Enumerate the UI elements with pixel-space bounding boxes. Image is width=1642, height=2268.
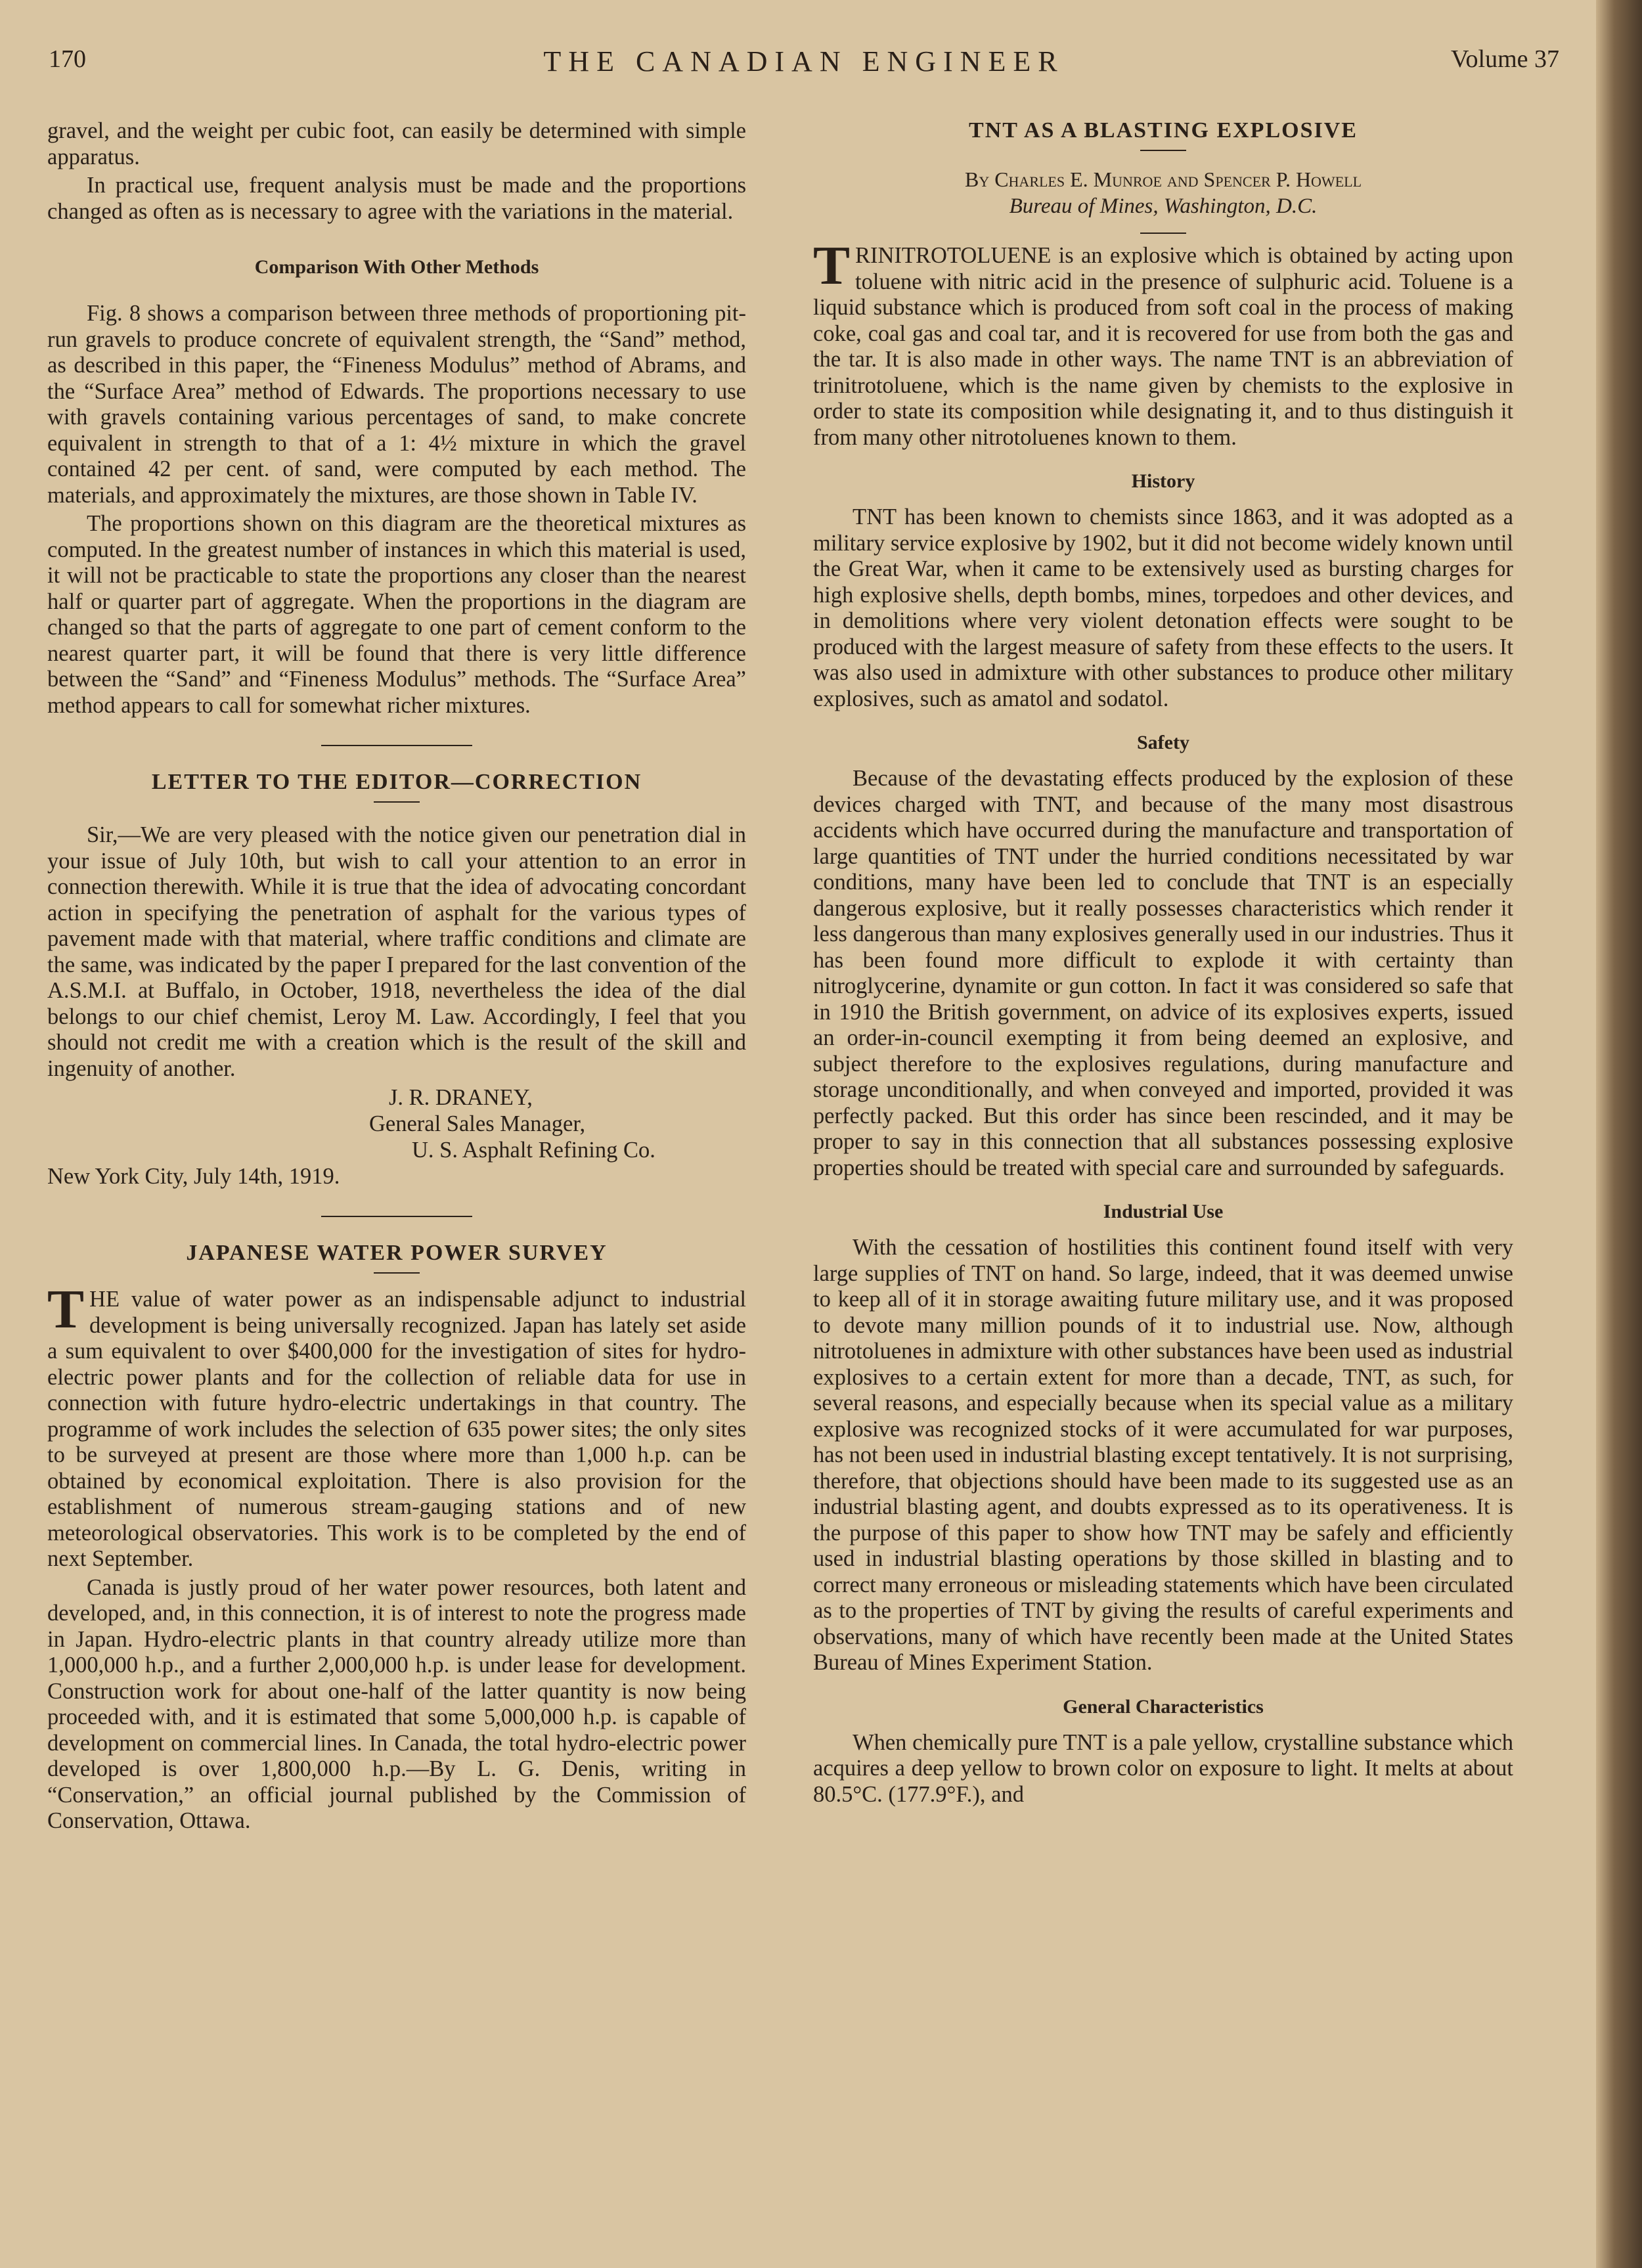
title-rule bbox=[374, 1272, 420, 1274]
page-edge-shadow bbox=[1596, 0, 1642, 2268]
intro-paragraph: RINITROTOLUENE is an explosive which is obtained by acting upon toluene with nitric acid in the presence of sulphuric acid. Toluene is a liquid substance which is produced from soft coal in the process of making coke, coal gas and coal tar, and it is recovered for use from both the gas and the tar. It is also made in other ways. The name TNT is an abbreviation of trinitrotoluene, which is the name given by chemists to the explosive in order to state its composition while designating it, and to thus distinguish it from many other nitrotoluenes known to them. bbox=[813, 243, 1513, 450]
comparison-paragraph-1: Fig. 8 shows a comparison between three methods of proportioning pit-run gravels to produce concrete of equivalent strength, the “Sand” method, as described in this paper, the “Fineness Modulus” method of Abrams, and the “Surface Area” method of Edwards. The proportions necessary to use with gravels containing various percentages of sand, to make concrete equivalent in strength to that of a 1: 4½ mixture in which the gravel contained 42 per cent. of sand, were computed by each method. The materials, and approximately the mixtures, are those shown in Table IV. bbox=[47, 301, 746, 508]
japan-title: JAPANESE WATER POWER SURVEY bbox=[186, 1241, 608, 1265]
japan-paragraph-1: HE value of water power as an indispensable adjunct to industrial development is being universally recognized. Japan has lately set aside a sum equivalent to over $400,000 for the investigation of sites for hydro-electric power plants and for the collection of reliable data for use in connection with future hydro-electric undertakings in that country. The programme of work includes the selection of 635 power sites; the only sites to be surveyed at present are those where more than 1,000 h.p. can be obtained by economical exploitation. There is also provision for the establishment of numerous stream-gauging stations and of new meteorological observatories. This work is to be completed by the end of next September. bbox=[47, 1287, 746, 1571]
japan-paragraph-2: Canada is justly proud of her water power resources, both latent and developed, and, in this connection, it is of interest to note the progress made in Japan. Hydro-electric plants in that country already utilize more than 1,000,000 h.p., and a further 2,000,000 h.p. is under lease for development. Construction work for about one-half of the latter quantity is now being proceeded with, and it is estimated that some 5,000,000 h.p. is capable of development on commercial lines. In Canada, the total hydro-electric power developed is over 1,800,000 h.p.—By L. G. Denis, writing in “Conservation,” an official journal published by the Commission of Conservation, Ottawa. bbox=[47, 1574, 746, 1833]
article-title: TNT AS A BLASTING EXPLOSIVE bbox=[969, 118, 1358, 143]
safety-heading: Safety bbox=[1137, 732, 1189, 753]
industrial-paragraph: With the cessation of hostilities this continent found itself with very large supplies of TNT on hand. So large, indeed, that it was deemed unwise to keep all of it in storage awaiting future military use, and it was proposed to devote many million pounds of it to industrial use. Now, although nitrotoluenes in admixture with other substances have been used as industrial explosives to a certain extent for more than a decade, TNT, as such, for several reasons, and especially because when its special value as a military explosive was recognized stocks of it were accumulated for war purposes, has not been used in industrial blasting except tentatively. It is not surprising, therefore, that objections should have been made to its suggested use as an industrial blasting agent, and doubts expressed as to its operativeness. It is the purpose of this paper to show how TNT may be safely and efficiently used in industrial blasting operations by those skilled in blasting and to correct many erroneous or misleading statements which have been circulated as to the properties of TNT by giving the results of careful experiments and observations, many of which have recently been made at the United States Bureau of Mines Experiment Station. bbox=[813, 1235, 1513, 1675]
letter-paragraph: Sir,—We are very pleased with the notice given our penetration dial in your issue of July 10th, but wish to call your attention to an error in connection therewith. While it is true that the idea of advocating concordant action in specifying the penetration of asphalt for the various types of pavement made with that material, where traffic conditions and climate are the same, was indicated by the paper I prepared for the last convention of the A.S.M.I. at Buffalo, in October, 1918, nevertheless the idea of the dial belongs to our chief chemist, Leroy M. Law. Accordingly, I feel that you should not credit me with a creation which is the result of the skill and ingenuity of another. bbox=[47, 822, 746, 1081]
history-paragraph: TNT has been known to chemists since 1863, and it was adopted as a military service explosive by 1902, but it did not become widely known until the Great War, when it came to be extensively used as bursting charges for high explosive shells, depth bombs, mines, torpedoes and other devices, and in demolitions where very violent detonation effects were sought to be produced with the largest measure of safety from these effects to the users. It was also used in admixture with other substances to produce other military explosives, such as amatol and sodatol. bbox=[813, 504, 1513, 711]
page-number: 170 bbox=[49, 45, 86, 73]
safety-paragraph: Because of the devastating effects produced by the explosion of these devices charged with TNT, and because of the many most disastrous accidents which have occurred during the manufacture and transportation of large quantities of TNT under the hurried conditions necessitated by war conditions, many have been led to conclude that TNT is an especially dangerous explosive, but it really possesses characteristics which render it less dangerous than many explosives generally used in our industries. Thus it has been found more difficult to explode it with certainty than nitroglycerine, dynamite or gun cotton. In fact it was considered so safe that in 1910 the British government, on advice of its explosives experts, issued an order-in-council exempting it from being deemed an explosive, and subject therefore to the explosives regulations, during manufacture and storage unconditionally, and when conveyed and imported, provided it was perfectly packed. But this order has since been rescinded, and it may be proper to say in this connection that all substances possessing explosive properties should be treated with special care and surrounded by safeguards. bbox=[813, 766, 1513, 1180]
signature-place-date: New York City, July 14th, 1919. bbox=[47, 1164, 340, 1189]
signature-title: General Sales Manager, bbox=[369, 1111, 586, 1136]
general-paragraph: When chemically pure TNT is a pale yellow, crystalline substance which acquires a deep yellow to brown color on exposure to light. It melts at about 80.5°C. (177.9°F.), and bbox=[813, 1729, 1513, 1807]
comparison-paragraph-2: The proportions shown on this diagram are the theoretical mixtures as computed. In the greatest number of instances in which this material is used, it will not be practicable to state the proportions any closer than the nearest half or quarter part of aggregate. When the proportions in the diagram are changed so that the parts of aggregate to one part of cement conform to the nearest quarter part, it will be found that there is very little difference between the “Sand” and “Fineness Modulus” methods. The “Surface Area” method appears to call for somewhat richer mixtures. bbox=[47, 511, 746, 718]
comparison-heading: Comparison With Other Methods bbox=[254, 256, 539, 278]
right-column bbox=[813, 118, 1513, 1810]
left-column bbox=[47, 118, 746, 1837]
page-header bbox=[49, 45, 1559, 91]
article-affiliation: Bureau of Mines, Washington, D.C. bbox=[1009, 194, 1318, 218]
title-rule bbox=[374, 801, 420, 803]
title-rule bbox=[1140, 150, 1186, 151]
journal-title: THE CANADIAN ENGINEER bbox=[543, 45, 1065, 78]
letter-title: LETTER TO THE EDITOR—CORRECTION bbox=[151, 770, 642, 794]
byline-rule bbox=[1140, 233, 1186, 234]
drop-cap: T bbox=[47, 1279, 85, 1340]
volume-label: Volume 37 bbox=[1450, 45, 1559, 73]
general-heading: General Characteristics bbox=[1063, 1695, 1264, 1718]
drop-cap: T bbox=[813, 235, 851, 296]
history-heading: History bbox=[1131, 470, 1195, 492]
article-byline: By Charles E. Munroe and Spencer P. Howell bbox=[964, 167, 1362, 191]
section-divider bbox=[321, 745, 472, 746]
signature-company: U. S. Asphalt Refining Co. bbox=[412, 1138, 655, 1163]
intro-paragraph-2: In practical use, frequent analysis must be made and the proportions changed as often as is necessary to agree with the variations in the material. bbox=[47, 173, 746, 224]
signature-name: J. R. DRANEY, bbox=[389, 1085, 533, 1110]
section-divider bbox=[321, 1216, 472, 1217]
intro-paragraph-1: gravel, and the weight per cubic foot, can easily be determined with simple apparatus. bbox=[47, 118, 746, 169]
industrial-heading: Industrial Use bbox=[1103, 1201, 1224, 1222]
